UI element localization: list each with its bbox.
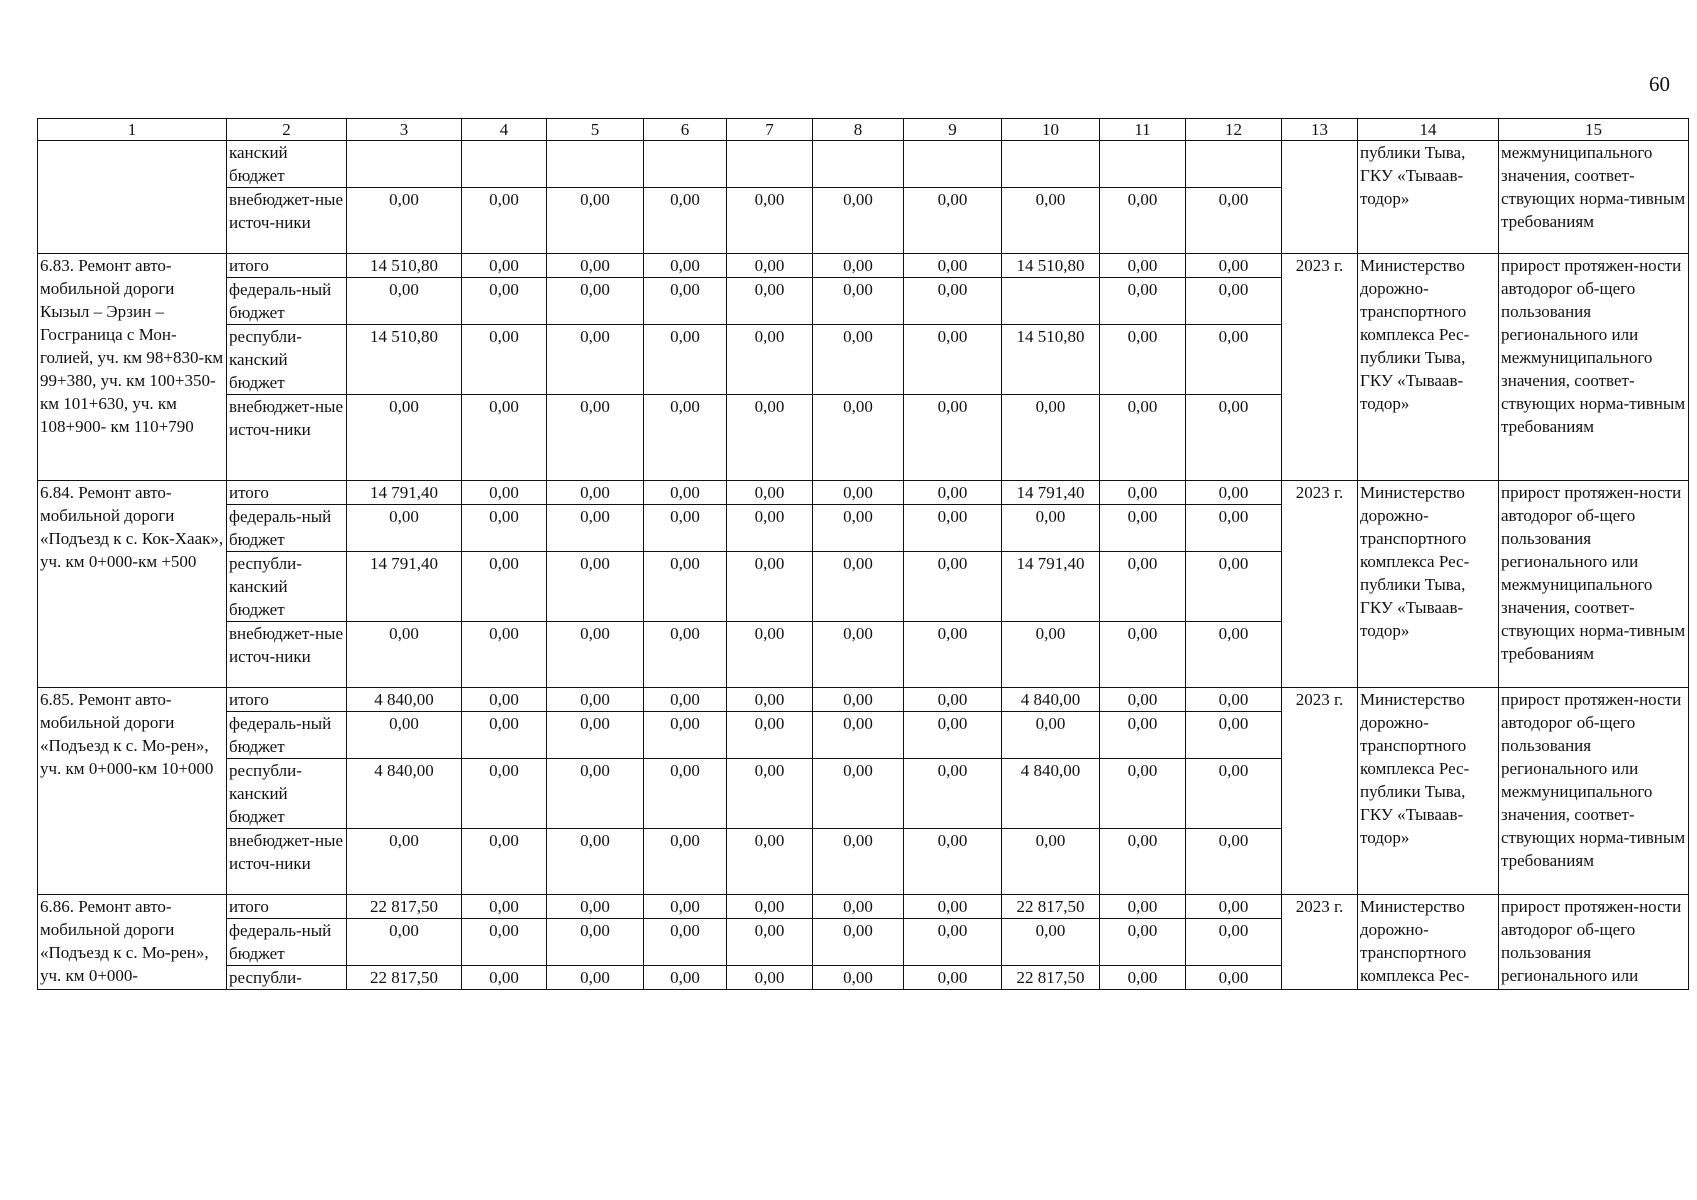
page-number: 60 [1649,72,1670,96]
amount-cell: 0,00 [347,829,462,895]
amount-cell: 0,00 [727,278,813,325]
amount-cell: 0,00 [347,919,462,966]
amount-cell: 0,00 [727,895,813,919]
executor-cell: Министерство дорожно-транспортного комплекса Рес-публики Тыва, ГКУ «Тываав-тодор» [1358,688,1499,895]
amount-cell: 0,00 [462,188,547,254]
amount-cell: 0,00 [904,481,1002,505]
amount-cell: 0,00 [1100,505,1186,552]
funding-source-label: федераль-ный бюджет [227,919,347,966]
funding-source-label: внебюджет-ные источ-ники [227,829,347,895]
amount-cell: 0,00 [813,325,904,395]
funding-source-label: итого [227,254,347,278]
amount-cell: 0,00 [547,278,644,325]
column-header: 2 [227,119,347,141]
amount-cell: 0,00 [1002,505,1100,552]
amount-cell: 0,00 [1002,395,1100,481]
amount-cell: 0,00 [1100,759,1186,829]
amount-cell: 0,00 [462,552,547,622]
amount-cell: 0,00 [547,481,644,505]
amount-cell: 0,00 [547,759,644,829]
amount-cell: 0,00 [462,688,547,712]
column-header: 10 [1002,119,1100,141]
result-cell: межмуниципального значения, соответ-ствующих норма-тивным требованиям [1499,141,1689,254]
amount-cell: 0,00 [813,395,904,481]
amount-cell: 0,00 [727,188,813,254]
amount-cell: 0,00 [1186,188,1282,254]
amount-cell: 0,00 [1186,505,1282,552]
result-cell: прирост протяжен-ности автодорог об-щего пользования регионального или межмуниципального значения, соответ-ствующих норма-тивным требованиям [1499,688,1689,895]
amount-cell: 0,00 [462,278,547,325]
amount-cell: 0,00 [1002,712,1100,759]
funding-source-label: федераль-ный бюджет [227,278,347,325]
amount-cell: 0,00 [1186,829,1282,895]
amount-cell: 0,00 [347,505,462,552]
amount-cell: 0,00 [1002,919,1100,966]
amount-cell: 0,00 [462,505,547,552]
amount-cell: 0,00 [1100,688,1186,712]
amount-cell [1100,141,1186,188]
amount-cell [1002,278,1100,325]
result-cell: прирост протяжен-ности автодорог об-щего пользования регионального или межмуниципального значения, соответ-ствующих норма-тивным требованиям [1499,254,1689,481]
amount-cell: 0,00 [1100,325,1186,395]
table-row [38,141,1689,188]
amount-cell: 0,00 [547,829,644,895]
funding-source-label: итого [227,895,347,919]
table-row [38,254,1689,278]
year-cell: 2023 г. [1282,254,1358,481]
amount-cell: 0,00 [547,188,644,254]
column-header: 3 [347,119,462,141]
amount-cell: 0,00 [1186,895,1282,919]
object-cell: 6.85. Ремонт авто-мобильной дороги «Подъезд к с. Мо-рен», уч. км 0+000-км 10+000 [38,688,227,895]
amount-cell: 0,00 [904,759,1002,829]
amount-cell: 0,00 [1100,829,1186,895]
amount-cell: 0,00 [547,688,644,712]
amount-cell: 0,00 [813,895,904,919]
column-header: 12 [1186,119,1282,141]
amount-cell: 0,00 [1186,688,1282,712]
column-number-row [38,119,1689,141]
amount-cell: 0,00 [644,325,727,395]
amount-cell: 0,00 [547,395,644,481]
amount-cell: 0,00 [727,325,813,395]
funding-source-label: республи-канский бюджет [227,552,347,622]
amount-cell: 0,00 [347,712,462,759]
amount-cell: 0,00 [813,622,904,688]
amount-cell: 0,00 [727,688,813,712]
table-row [38,481,1689,505]
amount-cell: 0,00 [644,552,727,622]
year-cell: 2023 г. [1282,688,1358,895]
amount-cell: 0,00 [1100,254,1186,278]
amount-cell: 0,00 [1186,759,1282,829]
executor-cell: Министерство дорожно-транспортного комплекса Рес-публики Тыва, ГКУ «Тываав-тодор» [1358,254,1499,481]
column-header: 9 [904,119,1002,141]
amount-cell: 0,00 [1002,622,1100,688]
amount-cell: 0,00 [904,919,1002,966]
amount-cell: 0,00 [644,829,727,895]
amount-cell: 0,00 [904,254,1002,278]
amount-cell: 0,00 [904,966,1002,990]
amount-cell: 0,00 [547,552,644,622]
amount-cell: 0,00 [644,254,727,278]
amount-cell: 14 791,40 [1002,481,1100,505]
amount-cell: 14 791,40 [347,481,462,505]
amount-cell: 0,00 [462,622,547,688]
amount-cell: 0,00 [462,325,547,395]
amount-cell: 0,00 [1100,919,1186,966]
amount-cell: 0,00 [727,505,813,552]
amount-cell: 22 817,50 [347,966,462,990]
table-row [38,895,1689,919]
amount-cell: 0,00 [462,395,547,481]
amount-cell: 0,00 [644,188,727,254]
amount-cell: 14 510,80 [347,254,462,278]
amount-cell: 14 791,40 [347,552,462,622]
amount-cell: 0,00 [813,254,904,278]
amount-cell: 14 791,40 [1002,552,1100,622]
amount-cell: 0,00 [462,481,547,505]
amount-cell: 0,00 [904,688,1002,712]
amount-cell: 0,00 [904,395,1002,481]
column-header: 1 [38,119,227,141]
amount-cell: 0,00 [347,188,462,254]
amount-cell [1186,141,1282,188]
amount-cell [1002,141,1100,188]
program-table [37,118,1689,990]
funding-source-label: республи-канский бюджет [227,759,347,829]
amount-cell [644,141,727,188]
amount-cell [904,141,1002,188]
amount-cell: 22 817,50 [1002,966,1100,990]
funding-source-label: итого [227,688,347,712]
column-header: 15 [1499,119,1689,141]
funding-source-label: итого [227,481,347,505]
amount-cell: 0,00 [547,622,644,688]
amount-cell: 0,00 [644,622,727,688]
amount-cell: 0,00 [1100,552,1186,622]
year-cell: 2023 г. [1282,895,1358,990]
amount-cell: 0,00 [1100,966,1186,990]
amount-cell: 0,00 [1100,188,1186,254]
funding-source-label: республи-канский бюджет [227,325,347,395]
amount-cell: 0,00 [1002,829,1100,895]
column-header: 5 [547,119,644,141]
amount-cell: 0,00 [1186,254,1282,278]
executor-cell: Министерство дорожно-транспортного комплекса Рес- [1358,895,1499,990]
amount-cell: 0,00 [644,278,727,325]
year-cell: 2023 г. [1282,481,1358,688]
amount-cell: 4 840,00 [1002,759,1100,829]
amount-cell: 4 840,00 [347,688,462,712]
amount-cell: 0,00 [727,759,813,829]
amount-cell: 0,00 [904,505,1002,552]
amount-cell: 0,00 [644,966,727,990]
amount-cell: 14 510,80 [1002,254,1100,278]
amount-cell: 0,00 [462,254,547,278]
amount-cell: 0,00 [727,966,813,990]
amount-cell: 0,00 [1186,966,1282,990]
funding-source-label: федераль-ный бюджет [227,505,347,552]
funding-source-label: канский бюджет [227,141,347,188]
amount-cell [727,141,813,188]
amount-cell: 0,00 [727,395,813,481]
amount-cell: 0,00 [1186,278,1282,325]
amount-cell: 0,00 [813,759,904,829]
amount-cell: 0,00 [644,395,727,481]
result-cell: прирост протяжен-ности автодорог об-щего пользования регионального или межмуниципального значения, соответ-ствующих норма-тивным требованиям [1499,481,1689,688]
amount-cell: 0,00 [904,188,1002,254]
amount-cell: 0,00 [644,481,727,505]
amount-cell: 0,00 [1186,481,1282,505]
column-header: 14 [1358,119,1499,141]
amount-cell: 0,00 [727,254,813,278]
amount-cell: 0,00 [727,919,813,966]
amount-cell: 0,00 [462,919,547,966]
column-header: 8 [813,119,904,141]
amount-cell [347,141,462,188]
amount-cell: 0,00 [1186,919,1282,966]
amount-cell: 14 510,80 [1002,325,1100,395]
funding-source-label: республи- [227,966,347,990]
amount-cell: 0,00 [547,919,644,966]
year-cell [1282,141,1358,254]
column-header: 7 [727,119,813,141]
amount-cell: 0,00 [547,325,644,395]
amount-cell: 0,00 [1100,712,1186,759]
amount-cell: 0,00 [462,712,547,759]
amount-cell: 22 817,50 [1002,895,1100,919]
amount-cell: 0,00 [547,505,644,552]
amount-cell: 0,00 [813,966,904,990]
amount-cell: 0,00 [1002,188,1100,254]
amount-cell: 0,00 [1186,552,1282,622]
amount-cell: 0,00 [462,759,547,829]
executor-cell: Министерство дорожно-транспортного комплекса Рес-публики Тыва, ГКУ «Тываав-тодор» [1358,481,1499,688]
amount-cell: 0,00 [547,966,644,990]
amount-cell: 0,00 [904,325,1002,395]
amount-cell: 0,00 [727,552,813,622]
amount-cell: 0,00 [462,966,547,990]
executor-cell: публики Тыва, ГКУ «Тываав-тодор» [1358,141,1499,254]
object-cell: 6.84. Ремонт авто-мобильной дороги «Подъезд к с. Кок-Хаак», уч. км 0+000-км +500 [38,481,227,688]
amount-cell: 0,00 [1100,622,1186,688]
amount-cell: 0,00 [644,895,727,919]
amount-cell: 0,00 [644,505,727,552]
amount-cell: 0,00 [1100,395,1186,481]
amount-cell: 0,00 [1186,395,1282,481]
funding-source-label: внебюджет-ные источ-ники [227,188,347,254]
funding-source-label: внебюджет-ные источ-ники [227,622,347,688]
funding-source-label: внебюджет-ные источ-ники [227,395,347,481]
amount-cell: 0,00 [462,829,547,895]
table-row [38,688,1689,712]
amount-cell: 0,00 [644,759,727,829]
amount-cell: 0,00 [462,895,547,919]
amount-cell: 0,00 [727,829,813,895]
amount-cell: 14 510,80 [347,325,462,395]
amount-cell: 0,00 [813,552,904,622]
amount-cell: 0,00 [813,688,904,712]
amount-cell: 0,00 [1100,481,1186,505]
amount-cell: 0,00 [727,712,813,759]
column-header: 13 [1282,119,1358,141]
amount-cell: 0,00 [1186,712,1282,759]
amount-cell: 0,00 [727,481,813,505]
amount-cell: 0,00 [1100,278,1186,325]
amount-cell: 0,00 [347,395,462,481]
amount-cell: 0,00 [904,622,1002,688]
amount-cell: 22 817,50 [347,895,462,919]
amount-cell: 0,00 [347,278,462,325]
amount-cell: 0,00 [547,895,644,919]
amount-cell: 0,00 [813,712,904,759]
amount-cell: 0,00 [813,505,904,552]
amount-cell: 0,00 [644,919,727,966]
amount-cell: 0,00 [904,552,1002,622]
column-header: 4 [462,119,547,141]
amount-cell: 0,00 [644,712,727,759]
column-header: 6 [644,119,727,141]
amount-cell: 0,00 [813,829,904,895]
amount-cell: 0,00 [1100,895,1186,919]
amount-cell: 0,00 [727,622,813,688]
amount-cell: 0,00 [1186,325,1282,395]
amount-cell: 0,00 [904,278,1002,325]
amount-cell: 0,00 [904,895,1002,919]
object-cell: 6.86. Ремонт авто-мобильной дороги «Подъезд к с. Мо-рен», уч. км 0+000- [38,895,227,990]
amount-cell: 0,00 [904,712,1002,759]
object-cell: 6.83. Ремонт авто-мобильной дороги Кызыл – Эрзин – Госграница с Мон-голией, уч. км 98+830-км 99+380, уч. км 100+350- км 101+630, уч. км 108+900- км 110+790 [38,254,227,481]
amount-cell [547,141,644,188]
amount-cell: 0,00 [547,712,644,759]
amount-cell: 0,00 [813,919,904,966]
amount-cell: 0,00 [904,829,1002,895]
amount-cell: 0,00 [644,688,727,712]
amount-cell: 0,00 [813,278,904,325]
amount-cell [462,141,547,188]
amount-cell: 4 840,00 [347,759,462,829]
column-header: 11 [1100,119,1186,141]
amount-cell: 0,00 [813,481,904,505]
funding-source-label: федераль-ный бюджет [227,712,347,759]
amount-cell: 0,00 [1186,622,1282,688]
amount-cell: 4 840,00 [1002,688,1100,712]
amount-cell: 0,00 [547,254,644,278]
amount-cell: 0,00 [347,622,462,688]
result-cell: прирост протяжен-ности автодорог об-щего пользования регионального или [1499,895,1689,990]
amount-cell: 0,00 [813,188,904,254]
object-cell [38,141,227,254]
amount-cell [813,141,904,188]
